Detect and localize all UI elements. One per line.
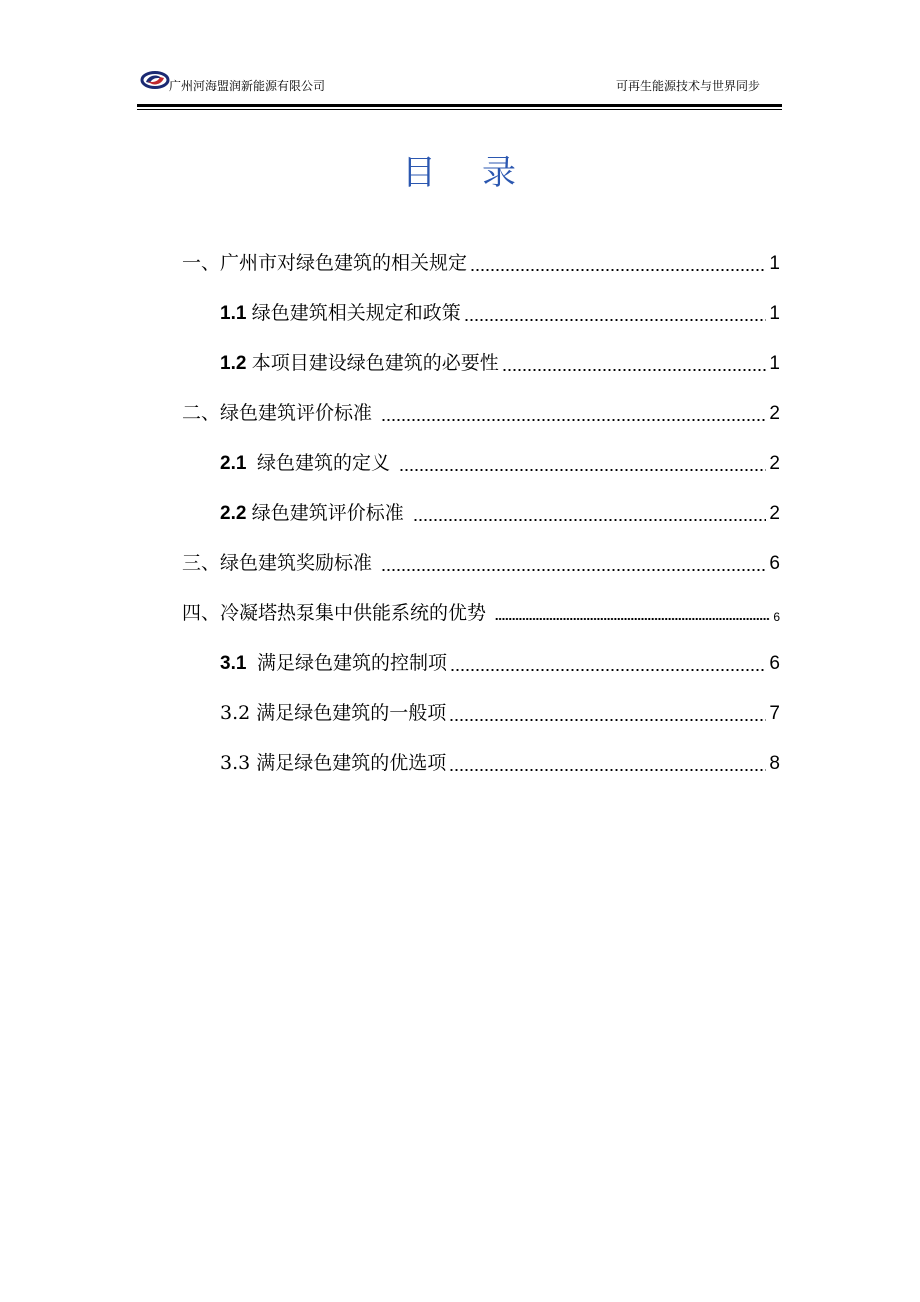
toc-leader-dots	[449, 719, 766, 721]
toc-leader-dots	[464, 319, 767, 321]
toc-page-number: 6	[773, 610, 780, 624]
toc-page-number: 1	[769, 303, 780, 324]
toc-leader-dots	[381, 569, 766, 571]
toc-entry-text: 本项目建设绿色建筑的必要性	[251, 352, 499, 374]
toc-page-number: 2	[769, 403, 780, 424]
toc-entry-text: 三、绿色建筑奖励标准	[182, 552, 379, 574]
toc-entry-text: 3.2 满足绿色建筑的一般项	[220, 702, 447, 724]
toc-entry-text: 二、绿色建筑评价标准	[182, 402, 379, 424]
toc-entry-text: 满足绿色建筑的控制项	[256, 652, 447, 674]
toc-entry[interactable]	[182, 598, 780, 628]
toc-entry-text: 3.3 满足绿色建筑的优选项	[220, 752, 447, 774]
toc-entry[interactable]	[220, 498, 780, 528]
header-slogan: 可再生能源技术与世界同步	[615, 79, 760, 93]
toc-page-number: 2	[769, 453, 780, 474]
toc-entry[interactable]	[182, 398, 780, 428]
toc-entry[interactable]	[220, 348, 780, 378]
toc-leader-dots	[413, 519, 767, 521]
toc-entry-text: 绿色建筑的定义	[256, 452, 397, 474]
toc-entry[interactable]	[220, 698, 780, 728]
toc-page-number: 6	[769, 553, 780, 574]
toc-leader-dots	[470, 269, 766, 271]
toc-leader-dots	[502, 369, 767, 371]
toc-entry-text: 一、广州市对绿色建筑的相关规定	[182, 252, 468, 274]
toc-page-number: 1	[769, 353, 780, 374]
toc-page-number: 7	[769, 703, 780, 724]
toc-leader-dots	[495, 618, 770, 620]
toc-page-number: 1	[769, 253, 780, 274]
toc-leader-dots	[450, 669, 766, 671]
toc-entry-text: 绿色建筑评价标准	[251, 502, 410, 524]
toc-leader-dots	[399, 469, 766, 471]
toc-entry-number: 1.1	[220, 303, 252, 324]
toc-entry-number: 1.2	[220, 353, 252, 374]
toc-leader-dots	[381, 419, 766, 421]
toc-entry-number: 3.1	[220, 653, 257, 674]
toc-entry[interactable]	[182, 248, 780, 278]
toc-page-number: 8	[769, 753, 780, 774]
toc-entry[interactable]	[220, 448, 780, 478]
toc-page-number: 2	[769, 503, 780, 524]
toc-entry-text: 四、冷凝塔热泵集中供能系统的优势	[182, 602, 493, 624]
toc-entry-number: 2.1	[220, 453, 257, 474]
toc-title-char-2: 录	[482, 153, 518, 193]
toc-leader-dots	[449, 769, 766, 771]
toc-title-char-1: 目	[402, 153, 438, 193]
toc-entry-text: 绿色建筑相关规定和政策	[251, 302, 461, 324]
toc-entry-number: 2.2	[220, 503, 252, 524]
toc-entry[interactable]	[182, 548, 780, 578]
toc-entry[interactable]	[220, 748, 780, 778]
toc-entry[interactable]	[220, 648, 780, 678]
company-name: 广州河海盟润新能源有限公司	[169, 79, 326, 93]
toc-entry[interactable]	[220, 298, 780, 328]
toc-page-number: 6	[769, 653, 780, 674]
